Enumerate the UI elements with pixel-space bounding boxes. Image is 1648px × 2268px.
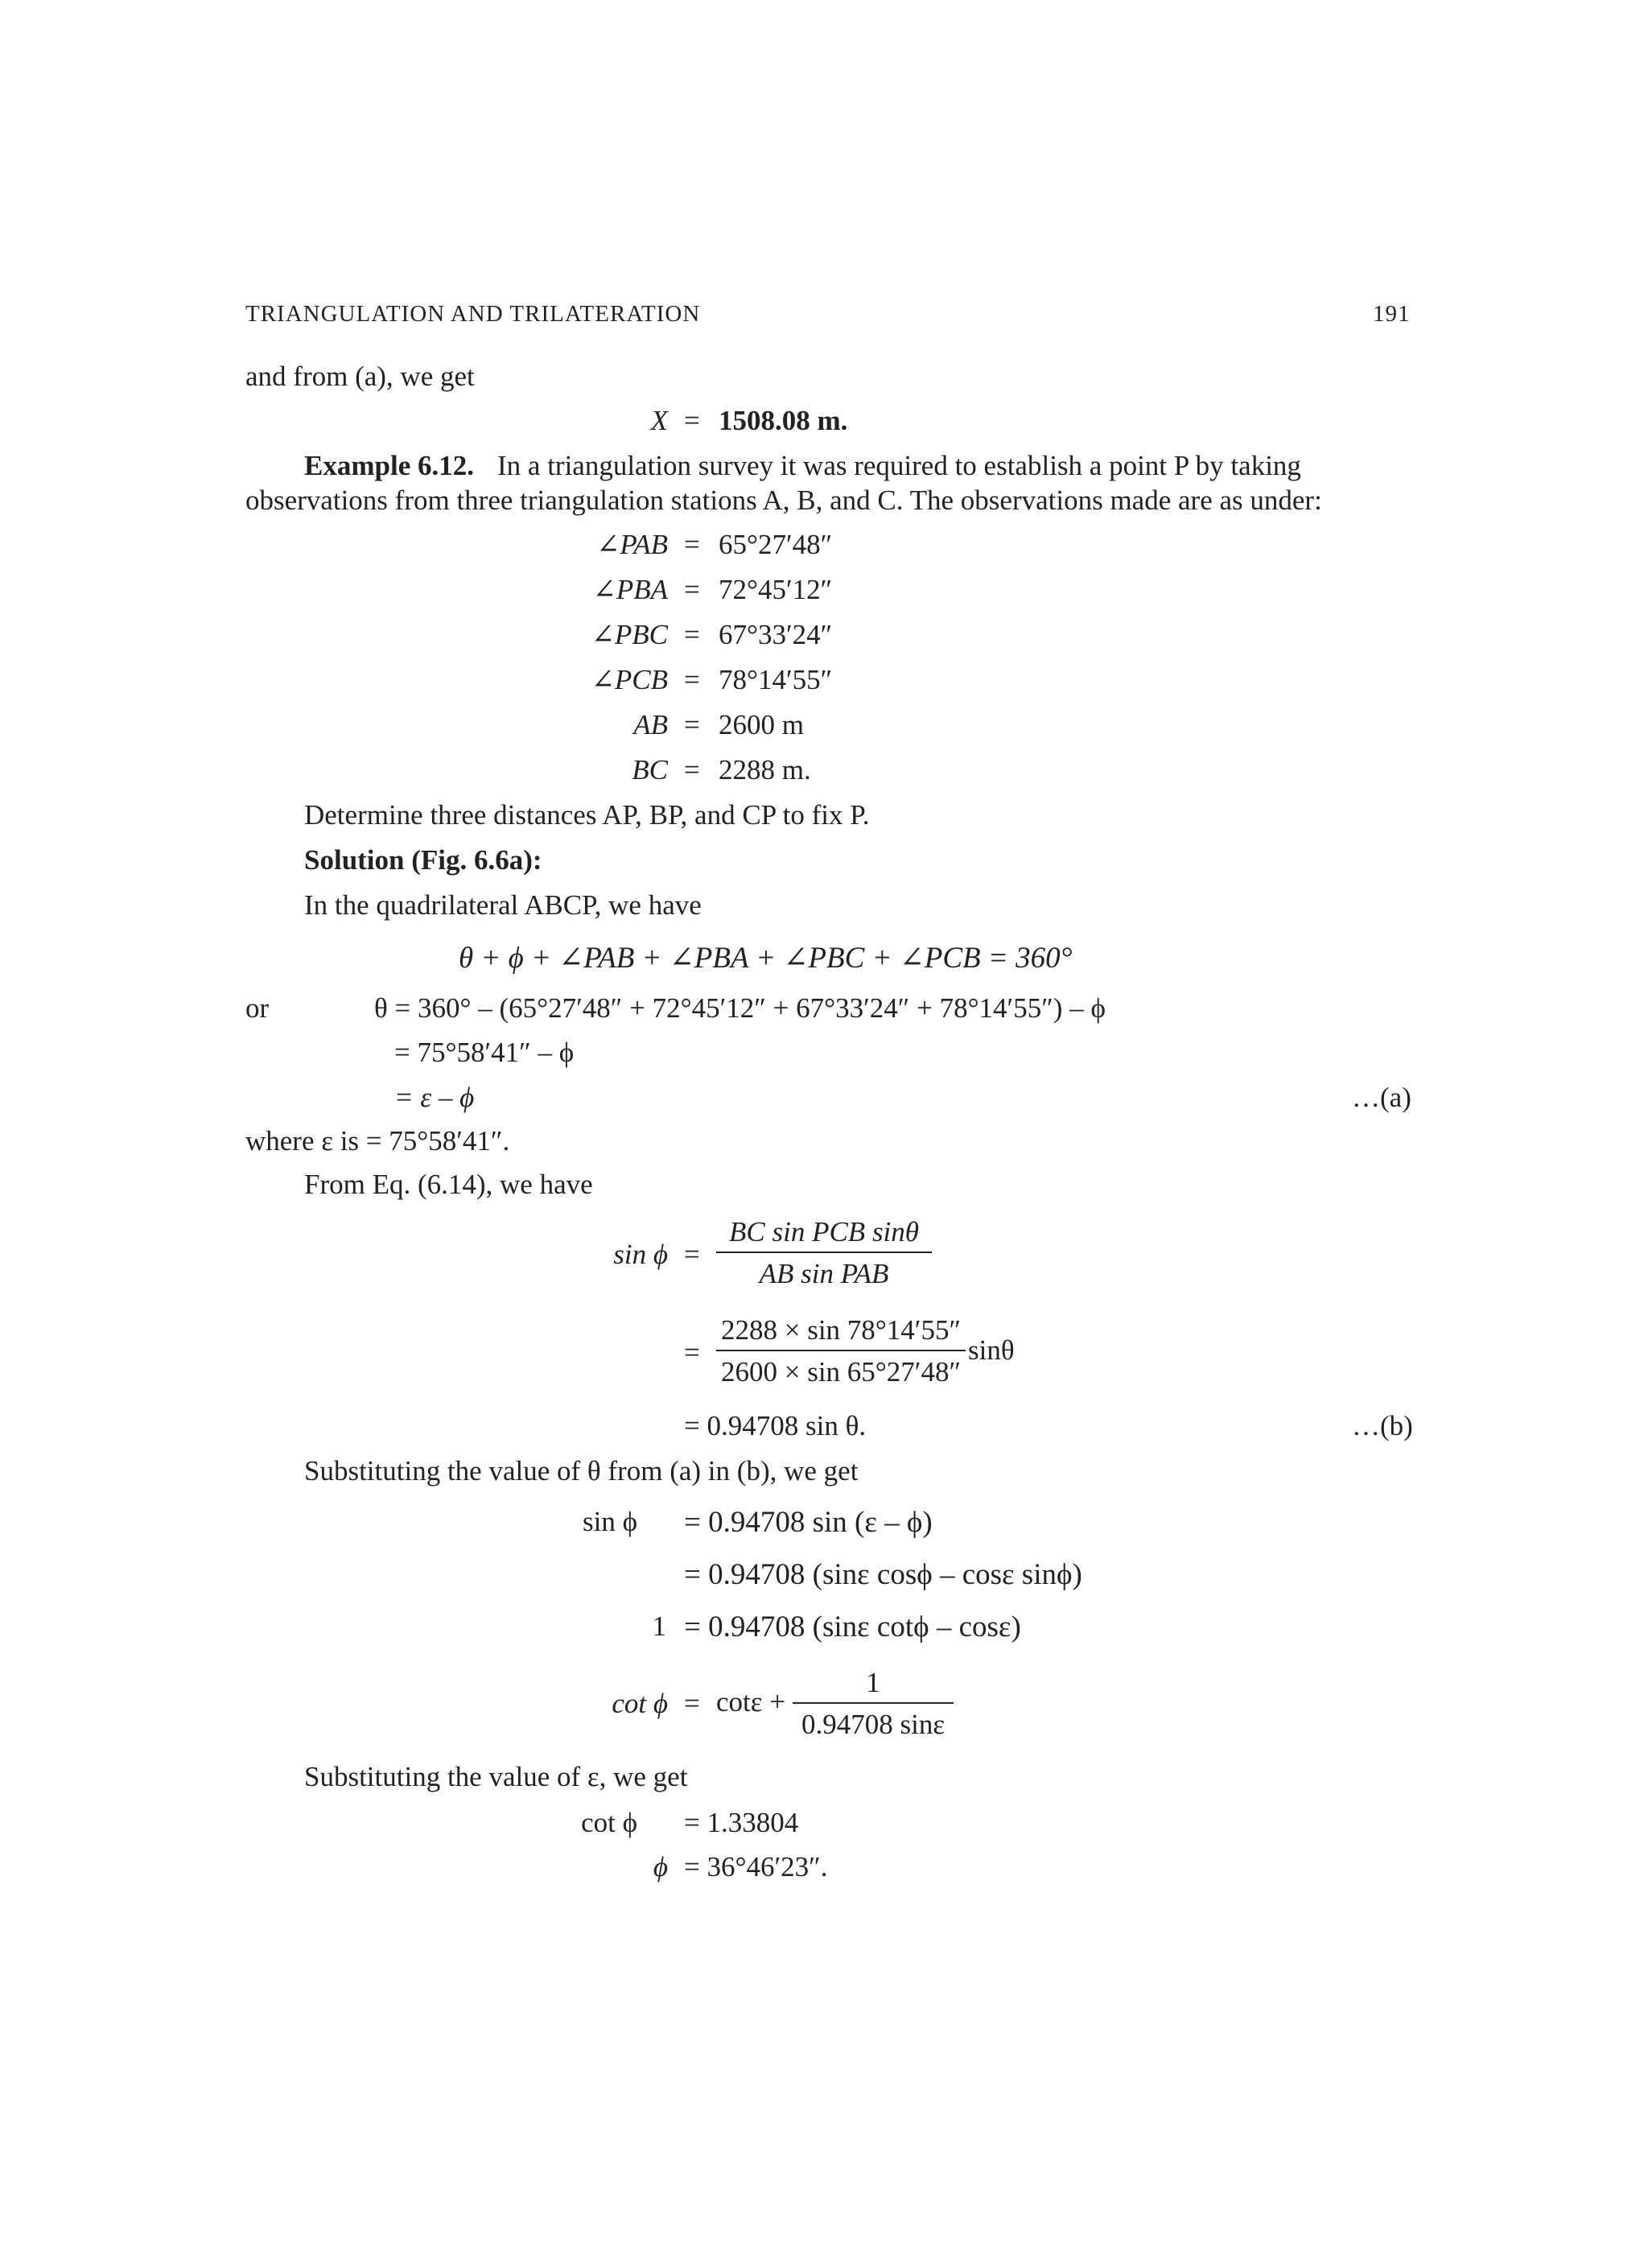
step-lhs: 1	[652, 1610, 666, 1642]
from-equation-text: From Eq. (6.14), we have	[304, 1169, 593, 1200]
solution-heading: Solution (Fig. 6.6a):	[304, 844, 542, 876]
observation-value: 65°27′48″	[719, 529, 833, 560]
result-lhs: ϕ	[653, 1851, 668, 1882]
substitution-text: Substituting the value of θ from (a) in (b), we get	[304, 1455, 859, 1487]
observation-label: ∠PCB	[591, 664, 668, 695]
sin-phi-result: = 0.94708 sin θ.	[684, 1410, 867, 1441]
substitute-epsilon-text: Substituting the value of ε, we get	[304, 1761, 688, 1792]
task-statement: Determine three distances AP, BP, and CP to fix P.	[304, 799, 870, 831]
cot-phi-lhs: cot ϕ	[612, 1688, 668, 1719]
observation-label: AB	[633, 709, 668, 740]
epsilon-definition: where ε is = 75°58′41″.	[245, 1125, 510, 1157]
observation-label: ∠PBC	[591, 619, 668, 650]
page-number: 191	[1373, 301, 1411, 327]
fraction-denominator: AB sin PAB	[759, 1258, 889, 1289]
example-line-1: In a triangulation survey it was required to establish a point P by taking	[497, 450, 1301, 481]
fraction-denominator: 0.94708 sinε	[801, 1709, 946, 1740]
observation-value: 72°45′12″	[719, 574, 833, 605]
step-rhs: = 0.94708 sin (ε – ϕ)	[684, 1506, 933, 1539]
example-line-2: observations from three triangulation stations A, B, and C. The observations made are as under:	[245, 485, 1322, 516]
equation-tag-b: …(b)	[1352, 1410, 1413, 1441]
theta-equation-2: = 75°58′41″ – ϕ	[394, 1037, 575, 1068]
x-label: X	[650, 405, 668, 436]
fraction-numerator: BC sin PCB sinθ	[729, 1216, 919, 1247]
fraction-bar	[793, 1702, 954, 1704]
observation-value: 2600 m	[719, 709, 804, 740]
theta-equation-1: θ = 360° – (65°27′48″ + 72°45′12″ + 67°33′24″ + 78°14′55″) – ϕ	[374, 992, 1106, 1024]
or-label: or	[245, 992, 270, 1024]
x-value: 1508.08 m.	[719, 405, 848, 436]
cot-epsilon-term: cotε +	[716, 1686, 785, 1717]
step-lhs: sin ϕ	[582, 1506, 637, 1537]
fraction-bar	[716, 1252, 932, 1253]
intro-text: and from (a), we get	[245, 361, 475, 392]
observation-value: 67°33′24″	[719, 619, 833, 650]
observation-label: ∠PBA	[592, 574, 668, 605]
observation-value: 78°14′55″	[719, 664, 833, 695]
result-rhs: = 1.33804	[684, 1807, 799, 1838]
running-title: TRIANGULATION AND TRILATERATION	[245, 301, 701, 327]
result-rhs: = 36°46′23″.	[684, 1851, 828, 1882]
step-rhs: = 0.94708 (sinε cosϕ – cosε sinϕ)	[684, 1558, 1082, 1591]
fraction-numerator: 1	[866, 1667, 880, 1698]
theta-equation-3: = ε – ϕ	[394, 1082, 475, 1113]
step-rhs: = 0.94708 (sinε cotϕ – cosε)	[684, 1610, 1021, 1643]
result-lhs: cot ϕ	[581, 1807, 637, 1838]
quadrilateral-text: In the quadrilateral ABCP, we have	[304, 889, 702, 921]
example-label: Example 6.12.	[304, 450, 474, 481]
sin-theta-factor: sinθ	[968, 1334, 1015, 1366]
equation-tag-a: …(a)	[1352, 1082, 1411, 1113]
observation-label: ∠PAB	[596, 529, 668, 560]
fraction-bar	[716, 1350, 966, 1351]
fraction-denominator: 2600 × sin 65°27′48″	[720, 1356, 962, 1388]
fraction-numerator: 2288 × sin 78°14′55″	[720, 1314, 962, 1346]
sin-phi-lhs: sin ϕ	[613, 1239, 668, 1270]
observation-value: 2288 m.	[719, 754, 811, 786]
observation-label: BC	[632, 754, 668, 786]
quadrilateral-equation: θ + ϕ + ∠PAB + ∠PBA + ∠PBC + ∠PCB = 360°	[459, 942, 1073, 975]
